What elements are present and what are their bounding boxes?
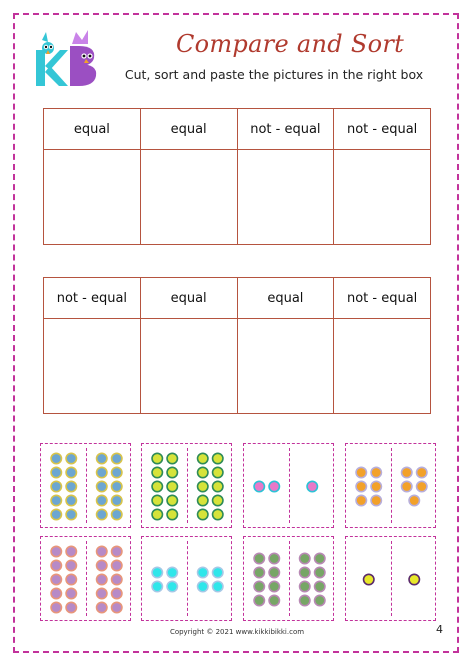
picture-card[interactable] [40, 443, 131, 528]
counting-dot [167, 509, 177, 519]
table1-header-2: equal [140, 109, 237, 150]
counting-dot [371, 495, 381, 505]
counting-dot [66, 560, 76, 570]
counting-dot [152, 467, 162, 477]
counting-dot [315, 595, 325, 605]
counting-dot [198, 509, 208, 519]
table2-drop-box-3[interactable] [237, 319, 334, 414]
counting-dot [167, 453, 177, 463]
sort-table-2 [43, 277, 431, 414]
counting-dot [198, 567, 208, 577]
counting-dot [269, 567, 279, 577]
counting-dot [356, 467, 366, 477]
counting-dot [356, 495, 366, 505]
counting-dot [66, 509, 76, 519]
counting-dot [198, 467, 208, 477]
worksheet-title: Compare and Sort [175, 30, 405, 58]
table1-drop-box-3[interactable] [237, 150, 334, 245]
counting-dot [213, 509, 223, 519]
dot-group [346, 444, 437, 529]
counting-dot [97, 481, 107, 491]
table2-header-2: equal [140, 278, 237, 319]
dot-group [142, 444, 233, 529]
counting-dot [315, 567, 325, 577]
counting-dot [315, 581, 325, 591]
counting-dot [198, 481, 208, 491]
worksheet-instructions: Cut, sort and paste the pictures in the right box [124, 67, 424, 82]
counting-dot [198, 453, 208, 463]
table1-drop-box-1[interactable] [44, 150, 141, 245]
counting-dot [300, 553, 310, 563]
picture-cards-row-1 [40, 443, 436, 528]
counting-dot [97, 467, 107, 477]
counting-dot [402, 481, 412, 491]
counting-dot [97, 574, 107, 584]
counting-dot [167, 467, 177, 477]
counting-dot [269, 595, 279, 605]
counting-dot [307, 481, 317, 491]
counting-dot [254, 481, 264, 491]
counting-dot [356, 481, 366, 491]
picture-card[interactable] [345, 536, 436, 621]
counting-dot [300, 567, 310, 577]
counting-dot [112, 602, 122, 612]
dot-group [142, 537, 233, 622]
counting-dot [417, 467, 427, 477]
table2-drop-box-2[interactable] [140, 319, 237, 414]
counting-dot [112, 546, 122, 556]
counting-dot [152, 581, 162, 591]
counting-dot [213, 567, 223, 577]
counting-dot [112, 467, 122, 477]
counting-dot [112, 574, 122, 584]
counting-dot [364, 574, 374, 584]
sort-table-1 [43, 108, 431, 245]
dot-group [41, 537, 132, 622]
counting-dot [66, 453, 76, 463]
dot-group [244, 537, 335, 622]
counting-dot [371, 481, 381, 491]
table1-drop-box-4[interactable] [334, 150, 431, 245]
counting-dot [112, 588, 122, 598]
counting-dot [112, 509, 122, 519]
counting-dot [97, 602, 107, 612]
counting-dot [269, 581, 279, 591]
counting-dot [213, 481, 223, 491]
counting-dot [97, 546, 107, 556]
counting-dot [371, 467, 381, 477]
picture-card[interactable] [243, 536, 334, 621]
counting-dot [254, 581, 264, 591]
picture-card[interactable] [40, 536, 131, 621]
counting-dot [97, 453, 107, 463]
picture-card[interactable] [243, 443, 334, 528]
counting-dot [51, 546, 61, 556]
counting-dot [51, 481, 61, 491]
counting-dot [198, 581, 208, 591]
table1-header-1: equal [44, 109, 141, 150]
counting-dot [409, 495, 419, 505]
picture-card[interactable] [141, 443, 232, 528]
counting-dot [51, 588, 61, 598]
counting-dot [66, 588, 76, 598]
counting-dot [66, 602, 76, 612]
counting-dot [300, 581, 310, 591]
counting-dot [152, 481, 162, 491]
counting-dot [213, 453, 223, 463]
table2-header-1: not - equal [44, 278, 141, 319]
table2-header-3: equal [237, 278, 334, 319]
dot-group [346, 537, 437, 622]
counting-dot [51, 602, 61, 612]
counting-dot [51, 560, 61, 570]
picture-cards-row-2 [40, 536, 436, 621]
counting-dot [97, 509, 107, 519]
counting-dot [66, 481, 76, 491]
counting-dot [51, 453, 61, 463]
dot-group [41, 444, 132, 529]
counting-dot [66, 467, 76, 477]
counting-dot [112, 481, 122, 491]
counting-dot [51, 467, 61, 477]
counting-dot [198, 495, 208, 505]
page-number: 4 [436, 623, 443, 636]
counting-dot [315, 553, 325, 563]
counting-dot [300, 595, 310, 605]
counting-dot [152, 453, 162, 463]
counting-dot [167, 567, 177, 577]
counting-dot [97, 495, 107, 505]
counting-dot [417, 481, 427, 491]
copyright-text: Copyright © 2021 www.kikkibikki.com [169, 628, 305, 636]
counting-dot [97, 560, 107, 570]
counting-dot [97, 588, 107, 598]
dot-group [244, 444, 335, 529]
counting-dot [254, 595, 264, 605]
counting-dot [409, 574, 419, 584]
counting-dot [51, 509, 61, 519]
kikkibikki-logo [32, 28, 102, 90]
picture-card[interactable] [141, 536, 232, 621]
table1-header-3: not - equal [237, 109, 334, 150]
counting-dot [269, 481, 279, 491]
counting-dot [213, 581, 223, 591]
counting-dot [51, 495, 61, 505]
counting-dot [112, 453, 122, 463]
counting-dot [167, 581, 177, 591]
counting-dot [213, 467, 223, 477]
counting-dot [254, 553, 264, 563]
table2-header-4: not - equal [334, 278, 431, 319]
counting-dot [66, 574, 76, 584]
counting-dot [167, 495, 177, 505]
counting-dot [152, 495, 162, 505]
counting-dot [112, 495, 122, 505]
counting-dot [66, 495, 76, 505]
table1-drop-box-2[interactable] [140, 150, 237, 245]
counting-dot [66, 546, 76, 556]
counting-dot [152, 509, 162, 519]
counting-dot [167, 481, 177, 491]
picture-card[interactable] [345, 443, 436, 528]
table1-header-4: not - equal [334, 109, 431, 150]
counting-dot [254, 567, 264, 577]
counting-dot [269, 553, 279, 563]
counting-dot [213, 495, 223, 505]
table2-drop-box-4[interactable] [334, 319, 431, 414]
counting-dot [51, 574, 61, 584]
counting-dot [402, 467, 412, 477]
counting-dot [112, 560, 122, 570]
table2-drop-box-1[interactable] [44, 319, 141, 414]
counting-dot [152, 567, 162, 577]
